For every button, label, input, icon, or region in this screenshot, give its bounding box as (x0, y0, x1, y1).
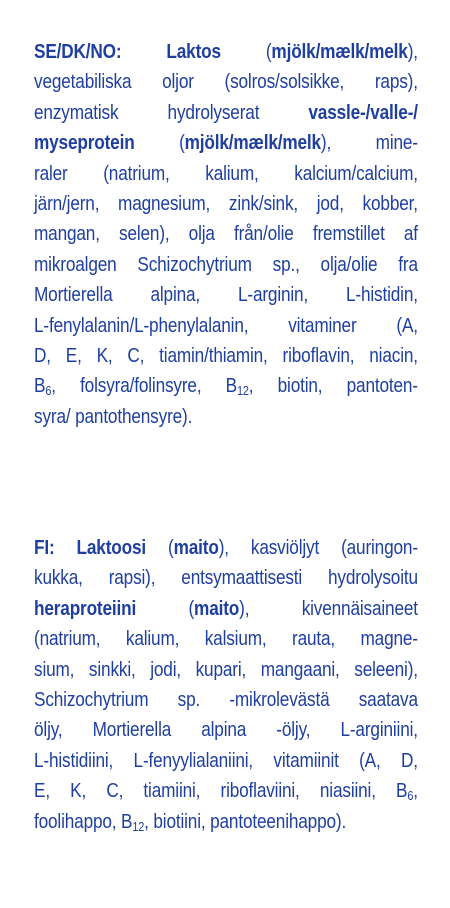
ingredient-line-text (34, 807, 346, 837)
ingredient-line (34, 280, 418, 310)
text-run: ( (134, 131, 185, 155)
ingredient-line-text (34, 67, 418, 97)
text-run: mikroalgen Schizochytrium sp., olja/olie fra (34, 252, 418, 276)
text-run: ), kivennäisaineet (239, 596, 418, 620)
text-run: ( (220, 40, 272, 63)
subscript-text: 6 (45, 383, 52, 399)
ingredient-line-text (34, 219, 418, 249)
text-run: foolihappo, B (34, 809, 133, 833)
bold-text: maito (173, 536, 219, 559)
ingredient-line (34, 594, 418, 624)
ingredient-line-text (34, 280, 418, 310)
bold-text: SE/DK/NO: Laktos (34, 40, 221, 63)
ingredient-line (34, 128, 418, 158)
ingredient-line-text (34, 685, 418, 715)
ingredient-line (34, 402, 418, 432)
ingredient-line (34, 98, 418, 128)
ingredient-line-text (34, 371, 418, 401)
ingredient-line (34, 37, 418, 67)
ingredient-line (34, 341, 418, 371)
ingredient-line-text (34, 341, 418, 371)
text-run: ), mine- (320, 131, 418, 155)
ingredient-line (34, 655, 418, 685)
text-run: , (413, 779, 418, 803)
text-run: L-fenylalanin/L-phenylalanin, vitaminer (A, (34, 313, 418, 337)
ingredient-line-text (34, 594, 418, 624)
ingredient-line-text (34, 189, 418, 219)
text-run: Schizochytrium sp. -mikrolevästä saatava (34, 688, 418, 711)
text-run: järn/jern, magnesium, zink/sink, jod, kobber, (34, 192, 418, 215)
ingredient-line (34, 250, 418, 280)
ingredient-line-text (34, 159, 418, 189)
subscript-text: 12 (236, 383, 249, 399)
text-run: kukka, rapsi), entsymaattisesti hydrolysoitu (34, 566, 418, 590)
text-run: (natrium, kalium, kalsium, rauta, magne- (34, 627, 418, 651)
bold-text: heraproteiini (34, 596, 137, 620)
text-run: Mortierella alpina, L-arginin, L-histidin, (34, 283, 418, 307)
subscript-text: 6 (407, 788, 414, 804)
text-run: syra/ pantothensyre). (34, 404, 193, 428)
bold-text: mjölk/mælk/melk (184, 131, 321, 155)
bold-text: maito (194, 596, 240, 620)
ingredient-line (34, 533, 418, 563)
ingredient-line (34, 807, 418, 837)
bold-text: mjölk/mælk/melk (271, 40, 408, 63)
ingredient-line (34, 371, 418, 401)
bold-text: myseprotein (34, 131, 135, 155)
ingredient-line-text (34, 655, 418, 685)
ingredient-line-text (34, 533, 418, 563)
text-run: öljy, Mortierella alpina -öljy, L-arginiini, (34, 718, 418, 742)
text-run: , biotin, pantoten- (248, 374, 418, 398)
text-run: ( (136, 596, 195, 620)
text-run: ( (146, 536, 174, 559)
text-run: vegetabiliska oljor (solros/solsikke, raps), (34, 70, 418, 94)
ingredient-line-text (34, 37, 418, 67)
text-run: B (34, 374, 46, 398)
bold-text: vassle-/valle-/ (308, 100, 418, 124)
text-run: sium, sinkki, jodi, kupari, mangaani, seleeni), (34, 657, 418, 681)
text-run: , folsyra/folinsyre, B (51, 374, 237, 398)
ingredient-line (34, 746, 418, 776)
ingredient-line (34, 685, 418, 715)
ingredient-line (34, 159, 418, 189)
ingredient-line-text (34, 311, 418, 341)
text-run: L-histidiini, L-fenyylialaniini, vitamiinit (A, D, (34, 748, 418, 772)
ingredient-line (34, 715, 418, 745)
ingredient-line-text (34, 776, 418, 806)
ingredient-line (34, 219, 418, 249)
ingredient-line-text (34, 715, 418, 745)
text-run: enzymatisk hydrolyserat (34, 100, 309, 124)
text-run: mangan, selen), olja från/olie fremstillet af (34, 222, 418, 246)
ingredient-line (34, 189, 418, 219)
ingredient-line (34, 624, 418, 654)
text-run: raler (natrium, kalium, kalcium/calcium, (34, 161, 418, 185)
text-run: E, K, C, tiamiini, riboflaviini, niasiini, B (34, 779, 408, 803)
text-run: D, E, K, C, tiamin/thiamin, riboflavin, niacin, (34, 344, 418, 367)
ingredient-line-text (34, 98, 418, 128)
ingredient-line (34, 776, 418, 806)
ingredient-line-text (34, 250, 418, 280)
ingredient-line-text (34, 128, 418, 158)
text-run: , biotiini, pantoteenihappo). (144, 809, 347, 833)
ingredient-line-text (34, 746, 418, 776)
subscript-text: 12 (132, 818, 145, 834)
ingredient-line-text (34, 402, 192, 432)
text-run: ), kasviöljyt (auringon- (218, 536, 418, 559)
ingredient-line (34, 67, 418, 97)
bold-text: FI: Laktoosi (34, 536, 147, 559)
ingredient-line (34, 563, 418, 593)
ingredient-line-text (34, 563, 418, 593)
text-run: ), (407, 40, 418, 63)
ingredient-line (34, 311, 418, 341)
ingredient-line-text (34, 624, 418, 654)
